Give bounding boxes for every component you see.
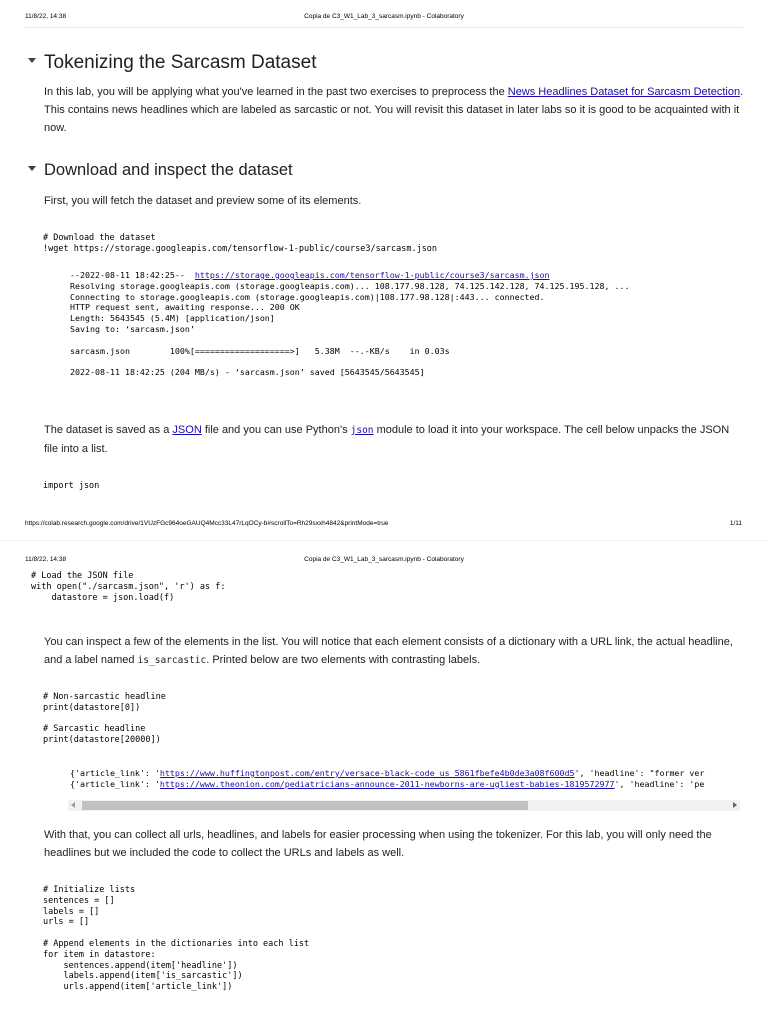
collect-paragraph: With that, you can collect all urls, headlines, and labels for easier processing when using the tokenizer. For this lab, you will only need the headlines but we included the code to collect the URLs and labels as well. [44,829,712,859]
section-title: Tokenizing the Sarcasm Dataset [44,52,317,73]
collapse-caret-icon[interactable] [28,58,36,63]
section-heading-tokenizing[interactable] [28,52,316,74]
print-date: 11/8/22, 14:38 [25,556,67,563]
cell-output-print: {'article_link': 'https://www.huffingtonpost.com/entry/versace-black-code_us_5861fbefe4b0de3a08f600d5', 'headline': "former ver {'article_link': 'https://www.theonion.com/pediatricians-announce-2011-newborns-are-ugliest-babies-1819572977', 'headline': 'pe [70,768,705,789]
code-cell-download[interactable]: # Download the dataset !wget https://storage.googleapis.com/tensorflow-1-public/course3/sarcasm.json [43,233,438,254]
intro-paragraph: In this lab, you will be applying what you've learned in the past two exercises to preprocess the News Headlines Dataset for Sarcasm Detection. This contains news headlines which are labeled as sarcastic or not. You will revisit this dataset in later labs so it is good to be acquainted with it now. [44,86,744,134]
json-module-link[interactable]: json [350,425,374,436]
collapse-caret-icon[interactable] [28,166,36,171]
theonion-link[interactable]: https://www.theonion.com/pediatricians-announce-2011-newborns-are-ugliest-babies-1819572977 [159,778,615,789]
print-header [0,556,768,570]
header-divider [25,27,743,28]
code-cell-collect[interactable]: # Initialize lists sentences = [] labels = [] urls = [] # Append elements in the dictionaries into each list for item in datastore: sentences.append(item['headline']) labels.append(item['is_sarcastic']) urls.append(item['article_link']) [43,885,310,993]
scrollbar-thumb[interactable] [82,801,528,810]
inline-code: is_sarcastic [137,655,207,666]
horizontal-scrollbar[interactable] [68,800,740,811]
print-url: https://colab.research.google.com/drive/1VUzFGc964oeGAUQ4Mcc33L47rLqOCy-b#scrollTo=Rh29sxxh4842&printMode=true [25,520,389,527]
inspect-paragraph: You can inspect a few of the elements in the list. You will notice that each element consists of a dictionary with a URL link, the actual headline, and a label named is_sarcastic. Printed below are two elements with contrasting labels. [44,636,733,666]
print-date: 11/8/22, 14:38 [25,13,67,20]
page-number: 1/11 [729,520,742,527]
dataset-link[interactable]: News Headlines Dataset for Sarcasm Detection [507,86,741,98]
json-format-link[interactable]: JSON [172,424,202,436]
section-title: Download and inspect the dataset [44,161,293,179]
section-heading-download[interactable] [28,161,293,180]
print-header [0,13,768,27]
print-title: Copia de C3_W1_Lab_3_sarcasm.ipynb - Colaboratory [304,556,464,563]
code-cell-import[interactable]: import json [43,481,100,491]
page-break [0,540,768,541]
scroll-right-icon[interactable] [733,802,737,808]
scroll-left-icon[interactable] [71,802,75,808]
code-cell-load[interactable]: # Load the JSON file with open("./sarcasm.json", 'r') as f: datastore = json.load(f) [31,571,226,603]
output-link[interactable]: https://storage.googleapis.com/tensorflow-1-public/course3/sarcasm.json [194,270,550,280]
code-cell-print[interactable]: # Non-sarcastic headline print(datastore[0]) # Sarcastic headline print(datastore[20000]) [43,692,166,746]
print-title: Copia de C3_W1_Lab_3_sarcasm.ipynb - Colaboratory [304,13,464,20]
huffpost-link[interactable]: https://www.huffingtonpost.com/entry/versace-black-code_us_5861fbefe4b0de3a08f600d5 [159,768,575,778]
download-intro-text: First, you will fetch the dataset and preview some of its elements. [44,195,362,207]
cell-output-download: --2022-08-11 18:42:25-- https://storage.googleapis.com/tensorflow-1-public/course3/sarcasm.json Resolving storage.googleapis.com (storage.googleapis.com)... 108.177.98.128, 74.125.142.128, 74.125.195.128, ... Connecting to storage.googleapis.com (storage.googleapis.com)|108.177.98.128|:443... connected. HTTP request sent, awaiting response... 200 OK Length: 5643545 (5.4M) [application/json] Saving to: ‘sarcasm.json’ sarcasm.json 100%[===================>] 5.38M --.-KB/s in 0.03s 2022-08-11 18:42:25 (204 MB/s) - ‘sarcasm.json’ saved [5643545/5643545] [70,270,630,378]
json-paragraph: The dataset is saved as a JSON file and you can use Python's json module to load it into your workspace. The cell below unpacks the JSON file into a list. [44,424,730,455]
